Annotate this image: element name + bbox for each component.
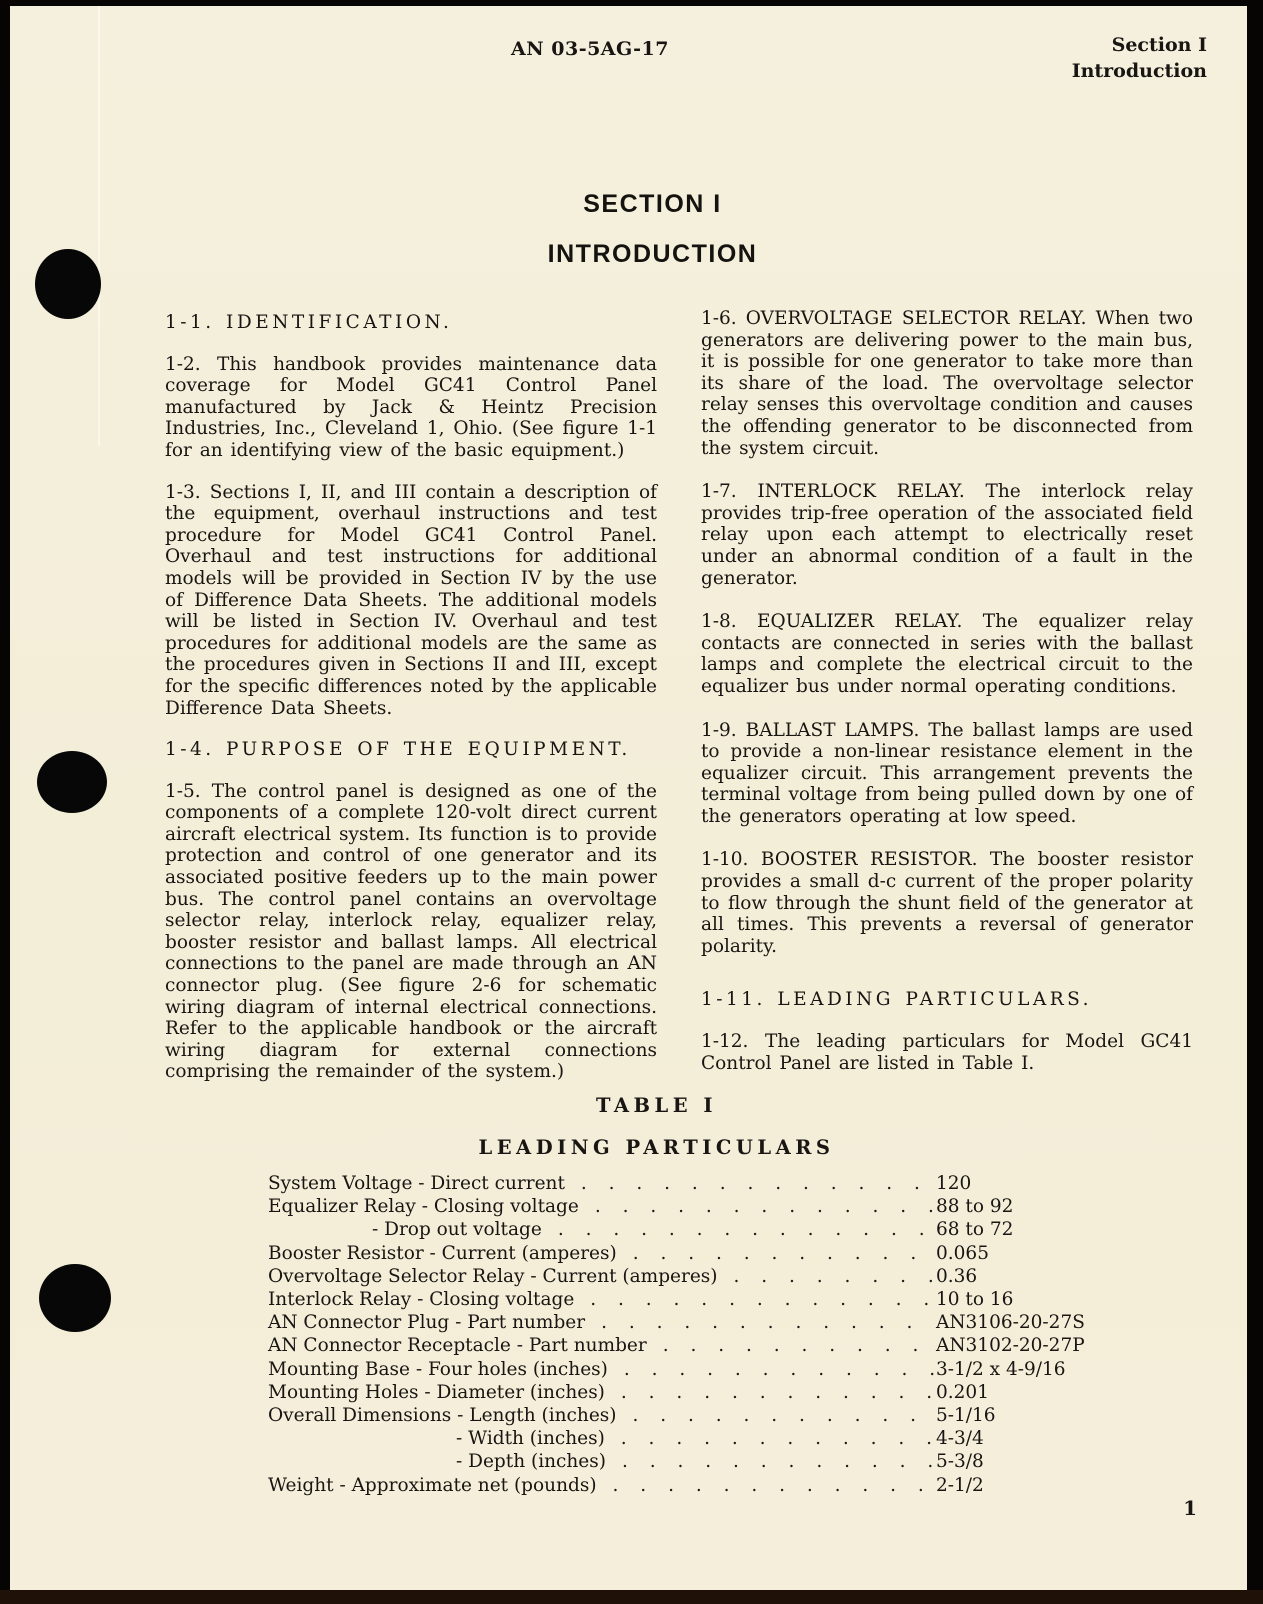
dot-leader	[605, 1381, 936, 1404]
paragraph-heading: 1-4. PURPOSE OF THE EQUIPMENT.	[165, 739, 631, 761]
table-row	[268, 1288, 1192, 1311]
leading-particulars-table	[268, 1172, 1192, 1497]
scan-edge-bottom	[0, 1590, 1263, 1604]
table-row	[268, 1404, 1192, 1427]
table-row	[268, 1265, 1192, 1288]
table-row-value: 68 to 72	[936, 1219, 1014, 1241]
right-column	[701, 308, 1193, 1103]
table-row-label: System Voltage - Direct current	[268, 1173, 565, 1194]
table-row	[268, 1172, 1192, 1195]
dot-leader	[616, 1404, 936, 1427]
paragraph-heading: 1-1. IDENTIFICATION.	[165, 312, 453, 333]
table-row-value: 5-1/16	[936, 1405, 996, 1427]
document-page	[10, 6, 1247, 1590]
table-row-value: 0.36	[936, 1265, 978, 1287]
table-row	[268, 1311, 1192, 1334]
table-row-value: 88 to 92	[936, 1196, 1014, 1218]
table-row	[268, 1474, 1192, 1497]
table-row-value: 0.065	[936, 1242, 989, 1264]
header-section-sublabel: Introduction	[1071, 60, 1207, 82]
dot-leader	[585, 1311, 936, 1334]
table-row-value: AN3106-20-27S	[936, 1312, 1085, 1334]
table-row-value: 0.201	[936, 1381, 989, 1403]
table-row	[268, 1218, 1192, 1241]
table-row-value: 10 to 16	[936, 1289, 1014, 1311]
table-row-label: Mounting Holes - Diameter (inches)	[268, 1381, 605, 1403]
dot-leader	[579, 1195, 936, 1218]
dot-leader	[597, 1474, 936, 1497]
dot-leader	[647, 1334, 936, 1357]
dot-leader	[574, 1288, 936, 1311]
table-row-label: - Drop out voltage	[372, 1219, 542, 1241]
dot-leader	[605, 1427, 936, 1450]
left-column	[165, 308, 657, 1103]
dot-leader	[606, 1450, 936, 1473]
dot-leader	[617, 1242, 936, 1265]
dot-leader	[718, 1265, 936, 1288]
paragraph: 1-8. EQUALIZER RELAY. The equalizer relay contacts are connected in series with the ballast lamps and complete the electrical circuit to the equalizer bus under normal operating conditions.	[701, 611, 1193, 697]
table-row-value: AN3102-20-27P	[936, 1335, 1085, 1357]
table-row-label: Equalizer Relay - Closing voltage	[268, 1196, 579, 1218]
section-title-line1: SECTION I	[583, 190, 722, 218]
table-subtitle: LEADING PARTICULARS	[478, 1136, 835, 1159]
table-row	[268, 1195, 1192, 1218]
table-row	[268, 1381, 1192, 1404]
paragraph: 1-5. The control panel is designed as one of the components of a complete 120-volt direct current aircraft electrical system. Its function is to provide protection and control of one generator and its associated positive feeders up to the main power bus. The control panel contains an overvoltage selector relay, interlock relay, equalizer relay, booster resistor and ballast lamps. All electrical connections to the panel are made through an AN connector plug. (See figure 2-6 for schematic wiring diagram of internal electrical connections. Refer to the applicable handbook or the aircraft wiring diagram for external connections comprising the remainder of the system.)	[165, 780, 657, 1083]
paragraph: 1-10. BOOSTER RESISTOR. The booster resistor provides a small d-c current of the proper polarity to flow through the shunt field of the generator at all times. This prevents a reversal of generator polarity.	[701, 849, 1193, 957]
dot-leader	[565, 1172, 936, 1195]
paragraph: 1-12. The leading particulars for Model GC41 Control Panel are listed in Table I.	[701, 1031, 1193, 1074]
table-row	[268, 1427, 1192, 1450]
table-row	[268, 1358, 1192, 1381]
paragraph: 1-6. OVERVOLTAGE SELECTOR RELAY. When two generators are delivering power to the main bus, it is possible for one generator to take more than its share of the load. The overvoltage selector relay senses this overvoltage condition and causes the offending generator to be disconnected from the system circuit.	[701, 308, 1193, 459]
table-row	[268, 1450, 1192, 1473]
header-section-label: Section I	[1111, 34, 1207, 56]
doc-number: AN 03-5AG-17	[511, 38, 669, 60]
paragraph: 1-7. INTERLOCK RELAY. The interlock relay provides trip-free operation of the associated field relay upon each attempt to electrically reset under an abnormal condition of a fault in the generator.	[701, 481, 1193, 589]
table-row-label: Booster Resistor - Current (amperes)	[268, 1242, 617, 1264]
dot-leader	[608, 1358, 936, 1381]
table-row	[268, 1334, 1192, 1357]
table-row-label: - Depth (inches)	[456, 1451, 606, 1473]
table-row-label: Overvoltage Selector Relay - Current (amperes)	[268, 1265, 718, 1287]
table-row-label: Overall Dimensions - Length (inches)	[268, 1405, 617, 1427]
section-title	[34, 190, 1263, 269]
table-row-label: Interlock Relay - Closing voltage	[268, 1289, 575, 1311]
table-row-value: 120	[936, 1173, 972, 1194]
table-row-label: AN Connector Plug - Part number	[268, 1312, 586, 1334]
paragraph: 1-9. BALLAST LAMPS. The ballast lamps are used to provide a non-linear resistance element in the equalizer circuit. This arrangement prevents the terminal voltage from being pulled down by one of the generators operating at low speed.	[701, 719, 1193, 827]
table-row-label: - Width (inches)	[456, 1428, 605, 1450]
page-number: 1	[1183, 1496, 1197, 1520]
table-row-label: Mounting Base - Four holes (inches)	[268, 1358, 608, 1380]
table-row	[268, 1242, 1192, 1265]
table-row-value: 2-1/2	[936, 1474, 984, 1496]
table-title: TABLE I	[595, 1094, 718, 1117]
punch-hole	[37, 751, 107, 813]
paragraph: 1-3. Sections I, II, and III contain a description of the equipment, overhaul instructions and test procedure for Model GC41 Control Panel. Overhaul and test instructions for additional models will be provided in Section IV by the use of Difference Data Sheets. The additional models will be listed in Section IV. Overhaul and test procedures for additional models are the same as the procedures given in Sections II and III, except for the specific differences noted by the applicable Difference Data Sheets.	[165, 481, 657, 719]
paragraph-heading: 1-11. LEADING PARTICULARS.	[701, 989, 1093, 1011]
table-row-value: 5-3/8	[936, 1451, 984, 1473]
paragraph: 1-2. This handbook provides maintenance data coverage for Model GC41 Control Panel manufactured by Jack & Heintz Precision Industries, Inc., Cleveland 1, Ohio. (See figure 1-1 for an identifying view of the basic equipment.)	[165, 353, 657, 461]
body-columns	[165, 308, 1193, 1103]
header-section-ref	[1072, 32, 1207, 84]
punch-hole	[39, 1264, 111, 1332]
table-row-label: AN Connector Receptacle - Part number	[268, 1335, 647, 1357]
table-row-label: Weight - Approximate net (pounds)	[268, 1474, 597, 1496]
table-row-value: 4-3/4	[936, 1428, 984, 1450]
dot-leader	[542, 1218, 936, 1241]
section-title-line2: INTRODUCTION	[547, 240, 758, 268]
table-row-value: 3-1/2 x 4-9/16	[936, 1358, 1066, 1380]
